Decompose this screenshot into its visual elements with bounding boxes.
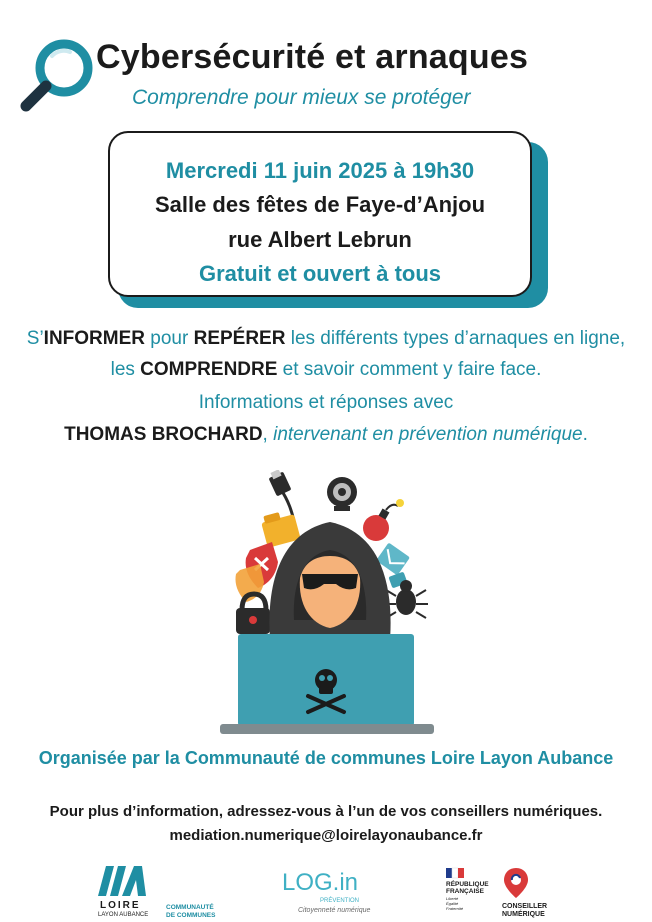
svg-text:LOG.in: LOG.in [282,869,359,896]
svg-text:COMMUNAUTÉ: COMMUNAUTÉ [166,904,214,911]
page-subtitle: Comprendre pour mieux se protéger [132,86,471,109]
login-prevention-logo [278,866,396,916]
loire-layon-aubance-logo [96,862,236,920]
speaker-role: intervenant en prévention numérique [273,424,583,445]
webcam-icon [327,477,357,511]
contact-text: Pour plus d’information, adressez-vous à l’un de vos conseillers numériques. [49,803,603,820]
lock-icon [236,594,270,634]
description-line-2: les COMPRENDRE et savoir comment y faire face. [110,359,542,380]
svg-text:Citoyenneté numérique: Citoyenneté numérique [298,907,371,914]
description-line-3: Informations et réponses avec [198,392,454,413]
description-line-1: S’INFORMER pour REPÉRER les différents types d’arnaques en ligne, [26,328,626,349]
svg-text:Fraternité: Fraternité [446,906,464,911]
svg-text:Égalité: Égalité [446,901,459,906]
description-line-4: THOMAS BROCHARD, intervenant en prévention numérique. [64,424,588,445]
organiser-text: Organisée par la Communauté de communes Loire Layon Aubance [38,748,614,768]
svg-text:FRANÇAISE: FRANÇAISE [446,888,484,895]
svg-text:DE COMMUNES: DE COMMUNES [166,912,216,919]
event-venue: Salle des fêtes de Faye-d’Anjou [154,192,486,217]
svg-text:RÉPUBLIQUE: RÉPUBLIQUE [446,881,489,888]
bug-icon [384,580,428,618]
svg-text:LOIRE: LOIRE [100,900,141,911]
page-title: Cybersécurité et arnaques [96,38,529,76]
svg-text:NUMÉRIQUE: NUMÉRIQUE [502,911,545,918]
hacker-illustration [200,470,460,740]
svg-text:CONSEILLER: CONSEILLER [502,903,548,910]
conseiller-numerique-logo [500,864,570,920]
svg-text:PRÉVENTION: PRÉVENTION [320,898,360,904]
magnifier-icon [18,36,96,114]
bomb-icon [363,499,404,541]
event-box [108,131,532,297]
event-price: Gratuit et ouvert à tous [198,261,442,286]
event-street: rue Albert Lebrun [228,227,412,252]
speaker-name: THOMAS BROCHARD [64,424,263,445]
svg-text:LAYON AUBANCE: LAYON AUBANCE [98,912,149,918]
event-date: Mercredi 11 juin 2025 à 19h30 [165,158,475,183]
contact-email[interactable]: mediation.numerique@loirelayonaubance.fr [169,827,483,844]
svg-text:Liberté: Liberté [446,896,459,901]
republique-francaise-logo [442,866,502,916]
